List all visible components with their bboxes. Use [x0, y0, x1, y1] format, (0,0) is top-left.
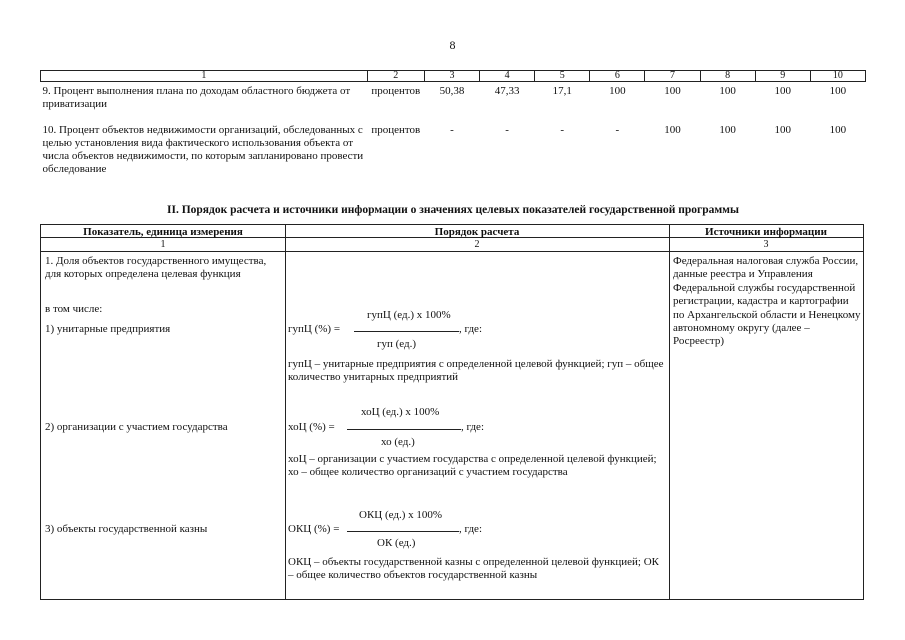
column-divider	[285, 225, 286, 599]
column-number: 3	[763, 239, 769, 250]
indicator-description: 9. Процент выполнения плана по доходам областного бюджета от приватизации	[42, 85, 351, 110]
formula-lhs: гупЦ (%) =	[288, 323, 341, 335]
col-number: 10	[810, 71, 865, 82]
section-title: II. Порядок расчета и источники информации о значениях целевых показателей государственной программы	[167, 204, 739, 216]
formula-numerator: хоЦ (ед.) х 100%	[361, 406, 440, 418]
indicator-title: 1. Доля объектов государственного имущества, для которых определена целевая функция	[45, 255, 267, 281]
value-cell: 100	[664, 85, 681, 97]
formula-numerator: ОКЦ (ед.) х 100%	[359, 509, 443, 521]
column-number: 2	[474, 239, 480, 250]
formula-denominator: ОК (ед.)	[377, 537, 416, 549]
formula-where: , где:	[459, 323, 482, 335]
fraction-bar	[347, 429, 461, 430]
formula-denominator: гуп (ед.)	[377, 338, 417, 350]
col-number: 5	[535, 71, 590, 82]
fraction-bar	[347, 531, 459, 532]
header-sources: Источники информации	[705, 226, 827, 238]
value-cell: 100	[719, 85, 736, 97]
indicator-description: 10. Процент объектов недвижимости организаций, обследованных с целью установления вида фактического использования объекта от числа объектов недвижимости, по которым запланировано провести обследование	[42, 124, 364, 175]
col-number: 6	[590, 71, 645, 82]
value-cell: -	[450, 124, 454, 136]
row-divider	[41, 251, 863, 252]
value-cell: -	[505, 124, 509, 136]
value-cell: -	[560, 124, 565, 136]
value-cell: 100	[829, 85, 847, 97]
header-calculation: Порядок расчета	[434, 226, 520, 238]
formula-explanation: хоЦ – организации с участием государства с определенной целевой функцией; хо – общее количество организаций с участием государства	[288, 453, 657, 479]
value-cell: 100	[664, 124, 681, 136]
value-cell: 17,1	[552, 85, 572, 97]
value-cell: 100	[719, 124, 736, 136]
value-cell: -	[615, 124, 620, 136]
unit-cell: процентов	[371, 85, 421, 97]
col-number: 4	[480, 71, 535, 82]
table-row	[41, 82, 866, 112]
col-number: 1	[41, 71, 368, 82]
calculation-table	[40, 224, 864, 600]
col-number: 3	[424, 71, 479, 82]
column-number: 1	[160, 239, 166, 250]
column-numbers-row	[41, 71, 866, 82]
header-indicator: Показатель, единица измерения	[83, 226, 243, 238]
value-cell: 100	[609, 85, 626, 97]
col-number: 9	[755, 71, 810, 82]
fraction-bar	[354, 331, 459, 332]
formula-lhs: хоЦ (%) =	[288, 421, 335, 433]
col-number: 7	[645, 71, 700, 82]
item-label-treasury: 3) объекты государственной казны	[45, 523, 208, 535]
indicators-table	[40, 70, 866, 176]
value-cell: 50,38	[439, 85, 465, 97]
value-cell: 100	[774, 124, 791, 136]
value-cell: 47,33	[494, 85, 520, 97]
table-row	[41, 111, 866, 176]
unit-cell: процентов	[371, 124, 421, 136]
col-number: 2	[367, 71, 424, 82]
formula-lhs: ОКЦ (%) =	[288, 523, 340, 535]
formula-explanation: гупЦ – унитарные предприятия с определенной целевой функцией; гуп – общее количество унитарных предприятий	[288, 358, 664, 384]
value-cell: 100	[774, 85, 791, 97]
column-divider	[669, 225, 670, 599]
in-that-number-label: в том числе:	[45, 303, 103, 315]
formula-where: , где:	[459, 523, 482, 535]
page-number: 8	[449, 38, 456, 52]
value-cell: 100	[829, 124, 847, 136]
formula-explanation: ОКЦ – объекты государственной казны с определенной целевой функцией; ОК – общее количество объектов государственной казны	[288, 556, 659, 582]
item-label-organizations: 2) организации с участием государства	[45, 421, 228, 433]
formula-denominator: хо (ед.)	[381, 436, 415, 448]
formula-numerator: гупЦ (ед.) х 100%	[367, 309, 451, 321]
formula-where: , где:	[461, 421, 484, 433]
col-number: 8	[700, 71, 755, 82]
information-sources: Федеральная налоговая служба России, данные реестра и Управления Федеральной службы государственной регистрации, кадастра и картографии по Архангельской области и Ненецкому автономному округу (далее – Росреестр)	[673, 255, 861, 348]
item-label-unitary: 1) унитарные предприятия	[45, 323, 171, 335]
